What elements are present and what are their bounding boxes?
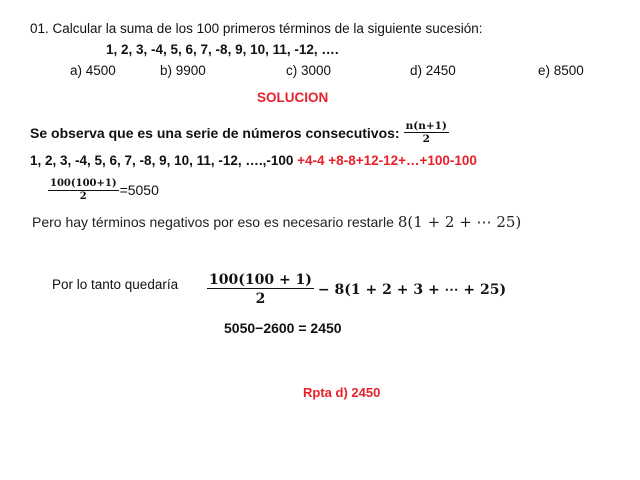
solution-heading: SOLUCION xyxy=(257,90,329,105)
option-c: c) 3000 xyxy=(286,63,332,78)
answer: Rpta d) 2450 xyxy=(303,385,381,400)
problem-sequence: 1, 2, 3, -4, 5, 6, 7, -8, 9, 10, 11, -12, …. xyxy=(106,42,339,57)
therefore-text: Por lo tanto quedaría xyxy=(52,277,179,292)
problem-statement: 01. Calcular la suma de los 100 primeros términos de la siguiente sucesión: xyxy=(30,21,483,36)
option-b: b) 9900 xyxy=(160,63,206,78)
negative-line xyxy=(32,213,521,231)
final-denominator: 2 xyxy=(255,291,266,308)
option-d: d) 2450 xyxy=(410,63,456,78)
observation-line xyxy=(30,120,449,145)
sum-line xyxy=(48,178,159,202)
sum-denominator: 2 xyxy=(79,190,87,202)
negative-note: Pero hay términos negativos por eso es necesario restarle xyxy=(32,214,394,230)
series-red: +4-4 +8-8+12-12+…+100-100 xyxy=(293,153,477,168)
formula-fraction xyxy=(404,120,449,145)
negative-expression: 8(1 + 2 + ⋯ 25) xyxy=(397,213,522,231)
sum-fraction xyxy=(48,178,119,202)
final-tail: − 8(1 + 2 + 3 + ⋯ + 25) xyxy=(317,281,507,298)
sum-result: =5050 xyxy=(119,182,159,198)
final-expression xyxy=(207,272,506,307)
final-numerator: 100(100 + 1) xyxy=(209,272,312,288)
formula-denominator: 2 xyxy=(422,133,430,146)
series-line xyxy=(30,153,477,168)
observation-text: Se observa que es una serie de números consecutivos: xyxy=(30,124,400,141)
sum-numerator: 100(100+1) xyxy=(50,178,117,189)
option-a: a) 4500 xyxy=(70,63,116,78)
series-black: 1, 2, 3, -4, 5, 6, 7, -8, 9, 10, 11, -12, ….,-100 xyxy=(30,153,294,168)
final-calculation: 5050−2600 = 2450 xyxy=(224,320,342,336)
final-fraction xyxy=(207,272,314,307)
option-e: e) 8500 xyxy=(538,63,584,78)
formula-numerator: n(n+1) xyxy=(405,120,447,132)
